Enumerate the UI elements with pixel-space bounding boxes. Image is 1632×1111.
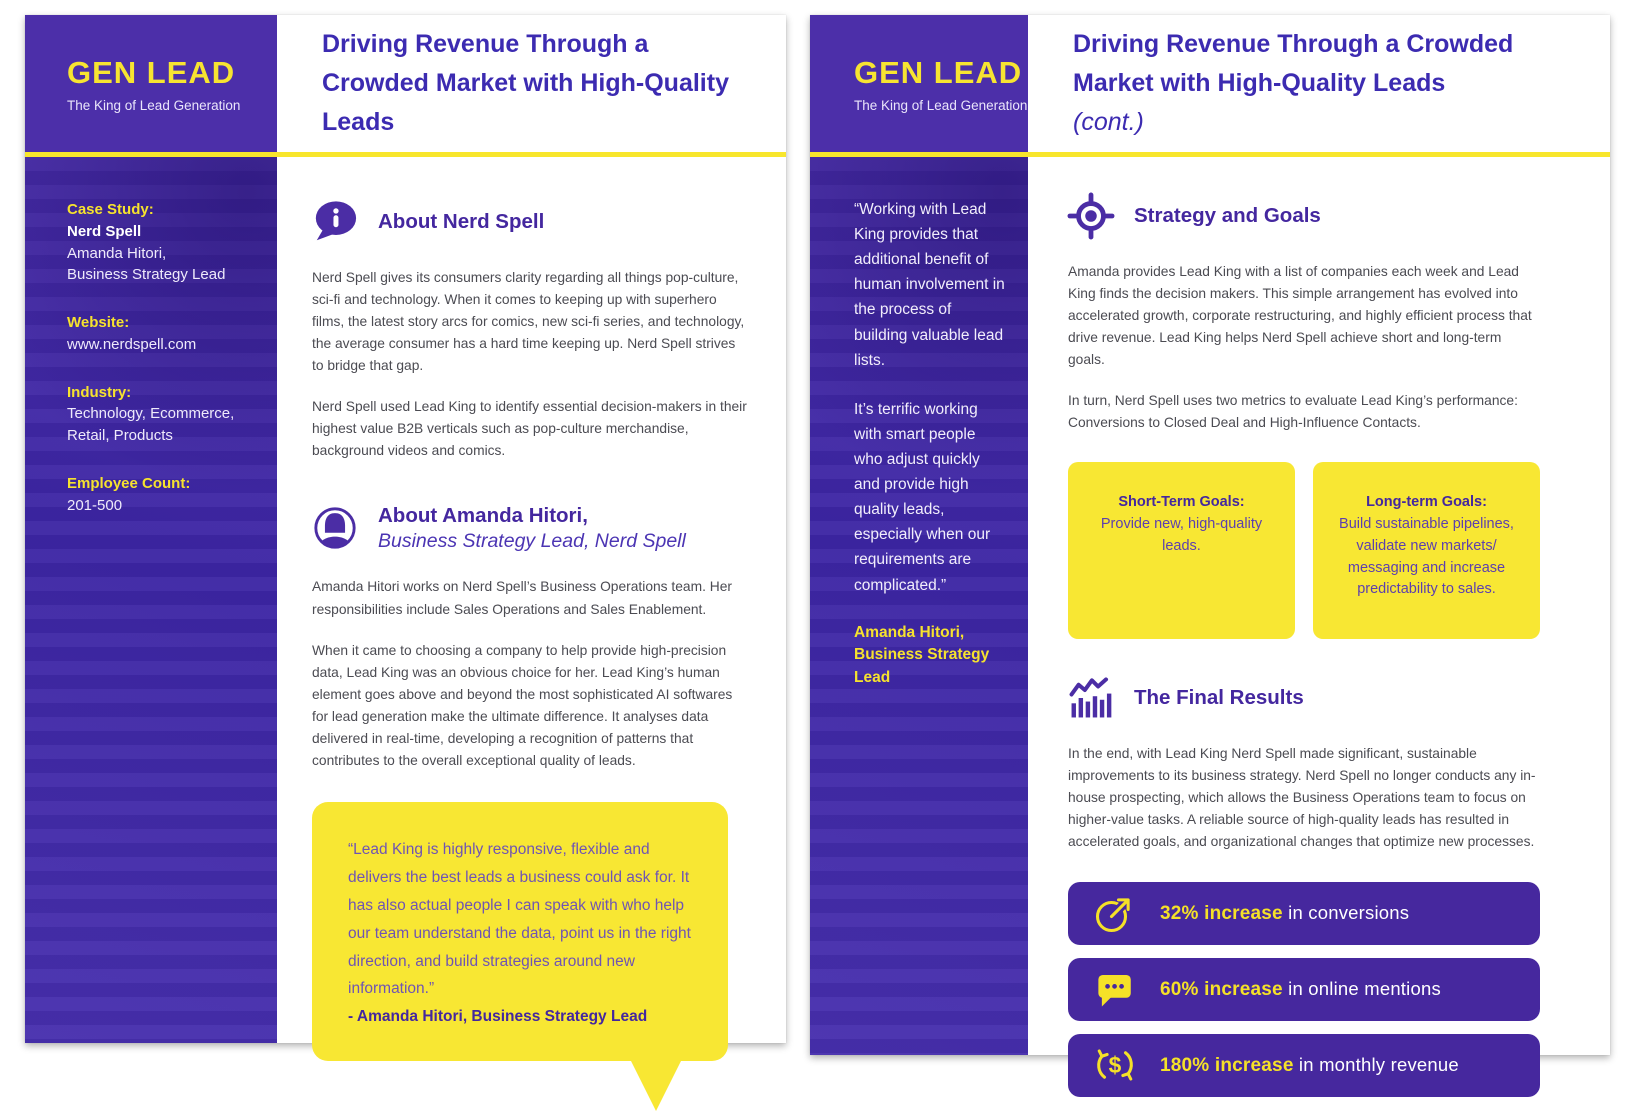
industry-label: Industry: [67, 383, 132, 401]
about-person-title [378, 503, 686, 555]
attribution-role: Business Strategy Lead [854, 646, 990, 686]
about-company-paragraph-1: Nerd Spell gives its consumers clarity regarding all things pop-culture, sci-fi and technology. When it comes to keeping up with superhero films, the latest story arcs for comics, new sci-fi series, and technology, the average consumer has a hard time keeping up. Nerd Spell strives to bridge that gap. [312, 270, 745, 374]
stat-value: 60% increase [1160, 978, 1283, 1000]
page-title: Driving Revenue Through a Crowded Market with High-Quality Leads [322, 30, 729, 136]
about-company-title: About Nerd Spell [378, 209, 545, 233]
about-company-paragraph-2: Nerd Spell used Lead King to identify essential decision-makers in their highest value B2B verticals such as pop-culture merchandise, background videos and comics. [312, 399, 747, 459]
short-term-goals-body: Provide new, high-quality leads. [1100, 516, 1263, 554]
page-title [1073, 25, 1523, 141]
stat-bar-conversions [1068, 882, 1540, 945]
about-person-paragraph-2: When it came to choosing a company to help provide high-precision data, Lead King was an obvious choice for her. Lead King’s human element goes above and beyond the most sophisticated AI softwares for lead generation make the ultimate difference. It analyses data delivered in real-time, developing a recognition of patterns that contributes to the overall exceptional quality of leads. [312, 642, 733, 768]
short-term-goals-title: Short-Term Goals: [1118, 494, 1245, 511]
strategy-paragraph-2: In turn, Nerd Spell uses two metrics to evaluate Lead King’s performance: Conversions to Closed Deal and High-Influence Contacts. [1068, 393, 1518, 431]
website-label: Website: [67, 314, 130, 331]
brand-logo: GEN LEAD [67, 54, 236, 90]
brand-tagline: The King of Lead Generation [854, 97, 1028, 113]
about-person-title-line2: Business Strategy Lead, Nerd Spell [378, 530, 686, 553]
stat-bar-monthly-revenue [1068, 1034, 1540, 1097]
strategy-paragraph-1: Amanda provides Lead King with a list of companies each week and Lead King finds the decision makers. This simple arrangement has evolved into accelerated growth, corporate restructuring, and highly efficient process that drive revenue. Lead King helps Nerd Spell achieve short and long-term goals. [1068, 264, 1532, 368]
brand-block [25, 15, 277, 152]
page2-header [810, 15, 1610, 152]
stat-rest: in online mentions [1282, 977, 1441, 999]
stat-value: 180% increase [1160, 1054, 1294, 1076]
about-person-paragraph-1: Amanda Hitori works on Nerd Spell’s Business Operations team. Her responsibilities include Sales Operations and Sales Enablement. [312, 579, 732, 617]
person-icon [312, 505, 358, 551]
about-person-title-line1: About Amanda Hitori, [378, 503, 588, 527]
brand-tagline: The King of Lead Generation [67, 97, 241, 113]
stat-text [1160, 978, 1441, 1001]
final-results-heading-row [1068, 675, 1540, 721]
page-title-suffix: (cont.) [1073, 107, 1144, 136]
page1-sidebar [25, 157, 277, 1043]
final-results-title: The Final Results [1134, 685, 1304, 709]
dollar-cycle-icon [1094, 1044, 1136, 1086]
final-results-paragraph: In the end, with Lead King Nerd Spell made significant, sustainable improvements to its business strategy. Nerd Spell no longer conducts any in-house prospecting, which allows the Business Operations team to focus on higher-value tasks. A reliable source of high-quality leads has resulted in accelerated goals, and organizational changes that optimize new processes. [1068, 746, 1536, 850]
testimonial-quote-bubble [312, 802, 728, 1061]
stat-bar-online-mentions [1068, 958, 1540, 1021]
target-icon [1068, 193, 1114, 239]
brand-logo: GEN LEAD [854, 54, 1023, 90]
page1-content [277, 157, 786, 1043]
long-term-goals-title: Long-term Goals: [1366, 494, 1487, 511]
strategy-title: Strategy and Goals [1134, 203, 1321, 227]
case-study-role: Business Strategy Lead [67, 266, 226, 284]
employee-count-value: 201-500 [67, 496, 123, 514]
case-study-person: Amanda Hitori, [67, 244, 167, 262]
stat-value: 32% increase [1160, 902, 1283, 924]
about-person-heading-row [312, 503, 750, 555]
page2-content [1028, 157, 1610, 1078]
page2-sidebar [810, 157, 1028, 1055]
chat-bubble-icon [1094, 968, 1136, 1010]
sidebar-quote-paragraph-1: “Working with Lead King provides that additional benefit of human involvement in the process of building valuable lead lists. [854, 201, 1005, 369]
industry-value: Technology, Ecommerce, Retail, Products [67, 405, 235, 444]
goals-row [1068, 462, 1540, 639]
long-term-goals-body: Build sustainable pipelines, validate new markets/ messaging and increase predictability to sales. [1339, 516, 1514, 598]
speech-bubble-tail [630, 1059, 682, 1111]
employee-info [67, 473, 259, 517]
page2-title-area [1028, 15, 1610, 152]
attribution-name: Amanda Hitori, [854, 623, 965, 641]
stat-rest: in conversions [1282, 901, 1410, 923]
info-speech-bubble-icon [312, 199, 358, 245]
industry-info [67, 382, 259, 447]
testimonial-quote-attribution: - Amanda Hitori, Business Strategy Lead [348, 1008, 648, 1026]
page1-title-area [277, 15, 786, 152]
case-study-page-2 [810, 15, 1610, 1078]
about-company-heading-row [312, 199, 750, 245]
case-study-info [67, 199, 259, 286]
sidebar-quote-attribution [854, 622, 1008, 689]
case-study-label: Case Study: [67, 201, 154, 218]
long-term-goals-box [1313, 462, 1540, 639]
growth-arrow-icon [1094, 892, 1136, 934]
page1-header [25, 15, 786, 152]
stat-text [1160, 1054, 1459, 1077]
short-term-goals-box [1068, 462, 1295, 639]
employee-count-label: Employee Count: [67, 474, 191, 492]
stat-rest: in monthly revenue [1293, 1053, 1459, 1075]
sidebar-quote-paragraph-2: It’s terrific working with smart people who adjust quickly and provide high quality leads, especially when our requirements are complicated.” [854, 400, 991, 594]
page-title-text: Driving Revenue Through a Crowded Market with High-Quality Leads [1073, 30, 1514, 98]
strategy-heading-row [1068, 193, 1540, 239]
website-info [67, 312, 259, 356]
case-study-page-1 [25, 15, 786, 1043]
stat-text [1160, 902, 1409, 925]
case-study-name: Nerd Spell [67, 222, 142, 240]
testimonial-quote-text: “Lead King is highly responsive, flexible and delivers the best leads a business could ask for. It has also actual people I can speak with who help our team understand the data, point us in the right direction, and build strategies around new information.” [348, 840, 691, 998]
website-value: www.nerdspell.com [67, 335, 197, 353]
svg-text:$: $ [1108, 1051, 1122, 1078]
brand-block [810, 15, 1028, 152]
bar-chart-trend-icon [1068, 675, 1114, 721]
